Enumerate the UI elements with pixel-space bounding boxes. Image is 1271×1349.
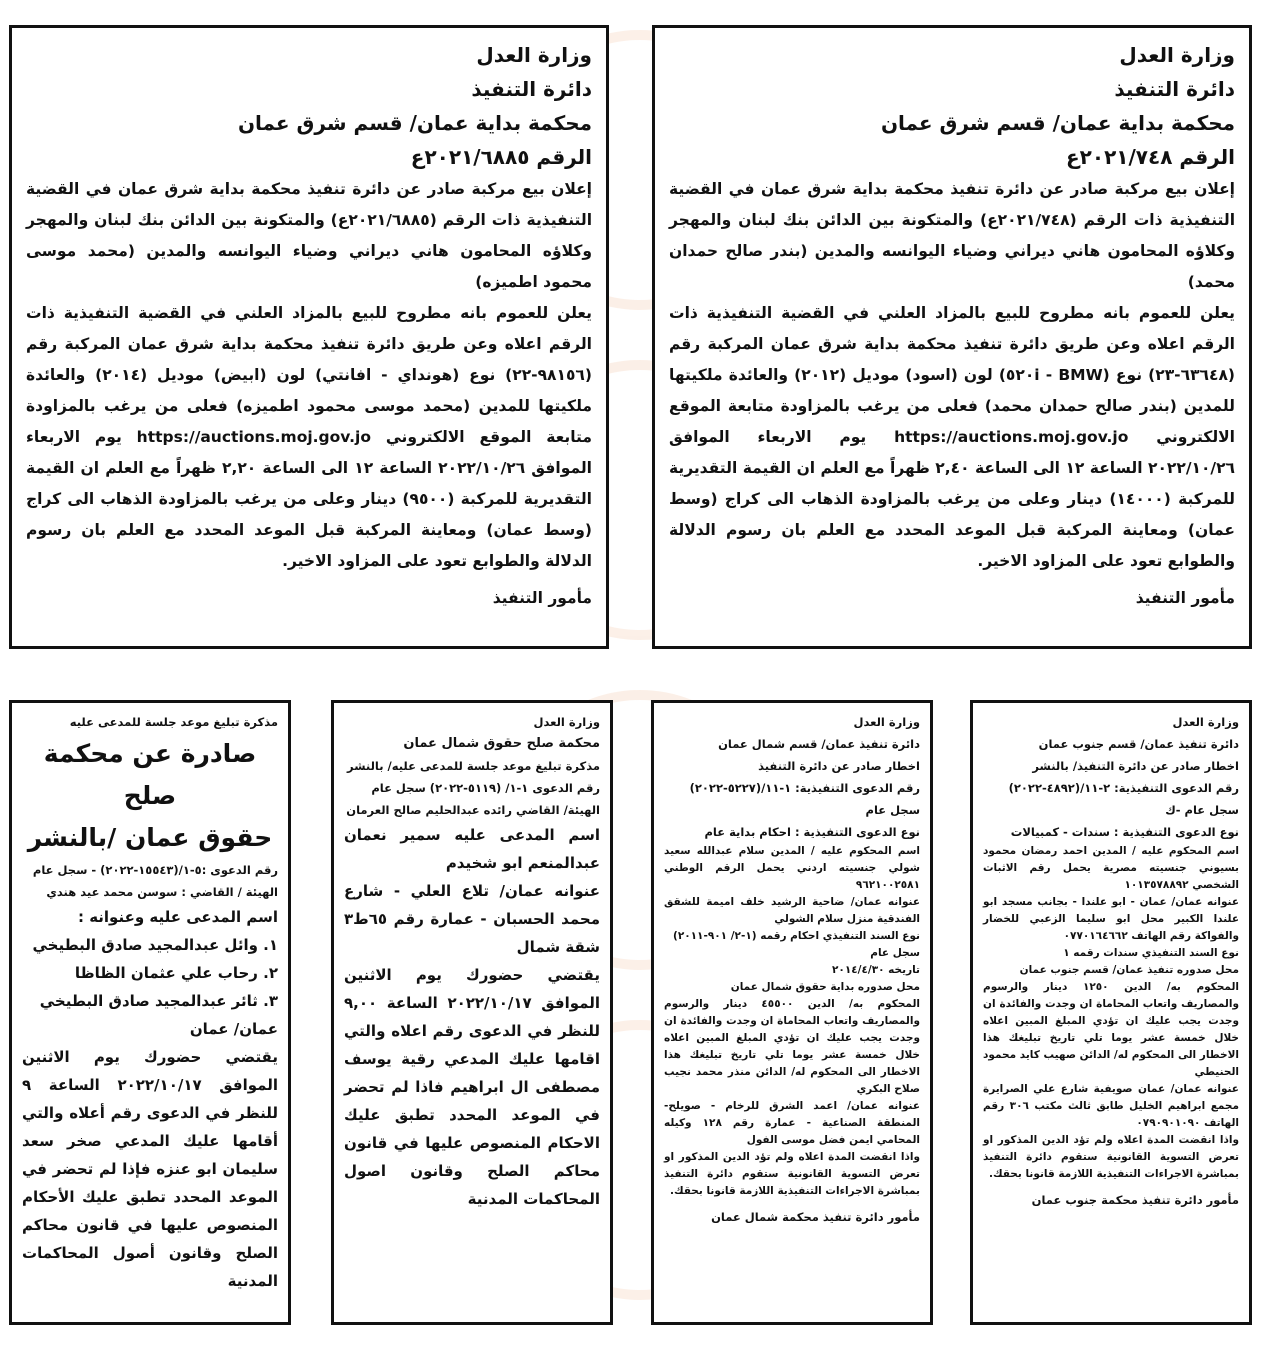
- court-title: محكمة صلح حقوق شمال عمان: [403, 736, 600, 751]
- case-number: رقم الدعوى التنفيذية: ٢-١١/(٤٨٩٢-٢٠٢٢): [1008, 781, 1239, 795]
- warning-text: واذا انقضت المدة اعلاه ولم تؤد الدين المذكور او تعرض التسوية القانونية ستقوم دائرة التنفيذ بمباشرة الاجراءات التنفيذية اللازمة قانونا بحقك.: [983, 1134, 1239, 1180]
- defendant-name: اسم المدعى عليه سمير نعمان عبدالمنعم ابو شخيدم: [344, 826, 600, 872]
- hearing-notice: يقتضي حضورك يوم الاثنين الموافق ٢٠٢٢/١٠/١٧ الساعة ٩ للنظر في الدعوى رقم أعلاه والتي أقامها عليك المدعي صخر سعد سليمان ابو عنزه فإذا لم تحضر في الموعد المحدد تطبق عليك الأحكام المنصوص عليها في قانون محاكم الصلح وقانون أصول المحاكمات المدنية: [22, 1048, 278, 1290]
- defendant-address: عنوانه عمان/ تلاع العلي - شارع محمد الحسبان - عمارة رقم ٦٥ط٣ شقة شمال: [344, 882, 600, 956]
- ministry-title: وزارة العدل: [1119, 43, 1235, 67]
- defendant-1: ١. وائل عبدالمجيد صادق البطيخي: [32, 936, 278, 954]
- department-title: دائرة تنفيذ عمان/ قسم شمال عمان: [718, 737, 920, 751]
- signature: مأمور دائرة تنفيذ محكمة شمال عمان: [711, 1210, 920, 1224]
- warning-text: واذا انقضت المدة اعلاه ولم تؤد الدين المذكور او تعرض التسوية القانونية ستقوم دائرة التنفيذ بمباشرة الاجراءات التنفيذية اللازمة قانونا بحقك.: [664, 1151, 920, 1197]
- notice-north-amman-execution: [651, 700, 933, 1325]
- signature: مأمور التنفيذ: [1135, 589, 1235, 607]
- registry-line: سجل عام: [870, 947, 920, 959]
- department-title: دائرة التنفيذ: [1114, 77, 1235, 101]
- notice-amman-magistrate: [9, 700, 291, 1325]
- judgment-amount: المحكوم به/ الدين ٤٥٥٠٠ دينار والرسوم والمصاريف واتعاب المحاماة ان وجدت والفائدة ان وجدت يجب عليك ان تؤدي المبلغ المبين اعلاه خلال خمسة عشر يوما تلي تاريخ تبليغك هذا الاخطار الى المحكوم له/ الدائن منذر محمد نجيب صلاح البكري: [664, 998, 920, 1095]
- signature: مأمور دائرة تنفيذ محكمة جنوب عمان: [1031, 1193, 1239, 1207]
- judge-panel: الهيئة / القاضي : سوسن محمد عيد هندي: [46, 885, 278, 899]
- case-type: نوع الدعوى التنفيذية : احكام بداية عام: [704, 825, 920, 839]
- instrument-date: تاريخه ٢٠١٤/٤/٣٠: [832, 964, 920, 976]
- defendants-label: اسم المدعى عليه وعنوانه :: [77, 908, 278, 926]
- court-title-line1: صادرة عن محكمة صلح: [43, 739, 257, 810]
- court-title: محكمة بداية عمان/ قسم شرق عمان: [880, 111, 1235, 135]
- hearing-notice: يقتضي حضورك يوم الاثنين الموافق ٢٠٢٢/١٠/١٧ الساعة ٩,٠٠ للنظر في الدعوى رقم اعلاه والتي اقامها عليك المدعي رقية يوسف مصطفى ال ابراهيم فاذا لم تحضر في الموعد المحدد تطبق عليك الاحكام المنصوص عليها في قانون محاكم الصلح وقانون اصول المحاكمات المدنية: [344, 966, 600, 1208]
- registry: سجل عام: [865, 803, 920, 817]
- department-title: دائرة التنفيذ: [471, 77, 592, 101]
- ministry-title: وزارة العدل: [476, 43, 592, 67]
- defendant-address: عمان/ عمان: [189, 1020, 278, 1038]
- notice-intro: إعلان بيع مركبة صادر عن دائرة تنفيذ محكمة بداية شرق عمان في القضية التنفيذية ذات الرقم (٢٠٢١/٧٤٨ع) والمتكونة بين الدائن بنك لبنان والمهجر وكلاؤه المحامون هاني ديراني وضياء اليوانسه والمدين (بندر صالح حمدان محمد): [669, 180, 1236, 291]
- case-number: رقم الدعوى التنفيذية: ١-١١/(٥٢٢٧-٢٠٢٢): [689, 781, 920, 795]
- debtor-name: اسم المحكوم عليه / المدين احمد رمضان محمود بسيوني جنسيته مصرية يحمل رقم الاثبات الشخصي ١٠١٣٥٧٨٨٩٢: [983, 845, 1239, 891]
- signature: مأمور التنفيذ: [492, 589, 592, 607]
- case-number: رقم الدعوى :٥-١/(١٥٥٤٣-٢٠٢٢) - سجل عام: [32, 863, 278, 877]
- instrument-type: نوع السند التنفيذي سندات رقمه ١: [1063, 947, 1239, 959]
- notice-vehicle-sale-6885: [9, 25, 609, 649]
- defendant-3: ٣. ثائر عبدالمجيد صادق البطيخي: [39, 992, 278, 1010]
- notice-body: يعلن للعموم بانه مطروح للبيع بالمزاد العلني في القضية التنفيذية ذات الرقم اعلاه وعن طريق دائرة تنفيذ محكمة بداية شرق عمان المركبة رقم (٦٣٦٤٨-٢٣) نوع (BMW - ٥٢٠i) لون (اسود) موديل (٢٠١٢) والعائدة ملكيتها للمدين (بندر صالح حمدان محمد) فعلى من يرغب بالمزاودة متابعة الموقع الالكتروني https://auctions.moj.gov.jo يوم الاربعاء الموافق ٢٠٢٢/١٠/٢٦ الساعة ١٢ الى الساعة ٢,٤٠ ظهراً مع العلم ان القيمة التقديرية للمركبة (١٤٠٠٠) دينار وعلى من يرغب بالمزاودة الذهاب الى كراج (وسط عمان) ومعاينة المركبة قبل الموعد المحدد مع العلم بان رسوم الدلالة والطوابع تعود على المزاود الاخير.: [669, 304, 1236, 570]
- notice-north-amman-magistrate: [331, 700, 613, 1325]
- court-title: محكمة بداية عمان/ قسم شرق عمان: [237, 111, 592, 135]
- ministry-title: وزارة العدل: [533, 715, 600, 729]
- notice-subtitle: اخطار صادر عن دائرة التنفيذ: [758, 759, 920, 773]
- judgment-amount: المحكوم به/ الدين ١٢٥٠ دينار والرسوم والمصاريف واتعاب المحاماة ان وجدت والفائدة ان وجدت يجب عليك ان تؤدي المبلغ المبين اعلاه خلال خمسة عشر يوما تلي تاريخ تبليغك هذا الاخطار الى المحكوم له/ الدائن صهيب كايد محمود الحنيطي: [983, 981, 1239, 1078]
- notice-body: يعلن للعموم بانه مطروح للبيع بالمزاد العلني في القضية التنفيذية ذات الرقم اعلاه وعن طريق دائرة تنفيذ محكمة بداية شرق عمان المركبة رقم (٩٨١٥٦-٢٢) نوع (هونداي - افانتي) لون (ابيض) موديل (٢٠١٤) والعائدة ملكيتها للمدين (محمد موسى محمود اطميزه) فعلى من يرغب بالمزاودة متابعة الموقع الالكتروني https://auctions.moj.gov.jo يوم الاربعاء الموافق ٢٠٢٢/١٠/٢٦ الساعة ١٢ الى الساعة ٢,٢٠ ظهراً مع العلم ان القيمة التقديرية للمركبة (٩٥٠٠) دينار وعلى من يرغب بالمزاودة الذهاب الى كراج (وسط عمان) ومعاينة المركبة قبل الموعد المحدد مع العلم بان رسوم الدلالة والطوابع تعود على المزاود الاخير.: [26, 304, 592, 570]
- case-number: الرقم ٢٠٢١/٧٤٨ع: [1066, 145, 1235, 169]
- debtor-address: عنوانه عمان/ ضاحية الرشيد خلف اميمة للشقق الفندقية منزل سلام الشولي: [664, 896, 920, 925]
- case-number: رقم الدعوى ١-١/ (٥١١٩-٢٠٢٢) سجل عام: [371, 781, 600, 795]
- issued-by: محل صدوره تنفيذ عمان/ قسم جنوب عمان: [1019, 964, 1239, 976]
- registry: سجل عام -ك: [1165, 803, 1239, 817]
- case-type: نوع الدعوى التنفيذية : سندات - كمبيالات: [1010, 825, 1239, 839]
- issued-by: محل صدوره بداية حقوق شمال عمان: [730, 981, 920, 993]
- instrument-type: نوع السند التنفيذي احكام رقمه (١-٢/ ٩٠١-٢٠١١): [673, 930, 920, 942]
- notice-subtitle: مذكرة تبليغ موعد جلسة للمدعى عليه/ بالنشر: [347, 759, 600, 773]
- ministry-title: وزارة العدل: [1172, 715, 1239, 729]
- notice-subtitle: اخطار صادر عن دائرة التنفيذ/ بالنشر: [1032, 759, 1239, 773]
- debtor-address: عنوانه عمان/ عمان - ابو علندا - بجانب مسجد ابو علندا الكبير محل ابو سليما الزعبي للخضار والفواكة رقم الهاتف ٠٧٧٠١٦٤٦٦٢: [983, 896, 1239, 942]
- department-title: دائرة تنفيذ عمان/ قسم جنوب عمان: [1038, 737, 1239, 751]
- notice-vehicle-sale-748: [652, 25, 1252, 649]
- defendant-2: ٢. رحاب علي عثمان الظاظا: [74, 964, 278, 982]
- notice-south-amman-execution: [970, 700, 1252, 1325]
- notice-intro: إعلان بيع مركبة صادر عن دائرة تنفيذ محكمة بداية شرق عمان في القضية التنفيذية ذات الرقم (٢٠٢١/٦٨٨٥ع) والمتكونة بين الدائن بنك لبنان والمهجر وكلاؤه المحامون هاني ديراني وضياء اليوانسه والمدين (محمد موسى محمود اطميزه): [26, 180, 593, 291]
- debtor-name: اسم المحكوم عليه / المدين سلام عبدالله سعيد شولي جنسيته اردني يحمل الرقم الوطني ٩٦٢١٠٠٢٥٨١: [664, 845, 920, 891]
- case-number: الرقم ٢٠٢١/٦٨٨٥ع: [410, 145, 592, 169]
- creditor-address: عنوانه عمان/ عمان صويفية شارع علي الصرايرة مجمع ابراهيم الخليل طابق ثالث مكتب ٣٠٦ رقم الهاتف ٠٧٩٠٩٠١٠٩٠: [983, 1083, 1239, 1129]
- ministry-title: وزارة العدل: [853, 715, 920, 729]
- notice-header: مذكرة تبليغ موعد جلسة للمدعى عليه: [69, 715, 278, 729]
- court-title-line2: حقوق عمان /بالنشر: [27, 823, 273, 852]
- creditor-address: عنوانه عمان/ اعمد الشرق للرخام - صويلح- المنطقة الصناعية - عمارة رقم ١٢٨ وكيله المحامي ايمن فضل موسى الفول: [664, 1100, 920, 1146]
- judge-panel: الهيئة/ القاضي رائده عبدالحليم صالح العرمان: [346, 803, 600, 817]
